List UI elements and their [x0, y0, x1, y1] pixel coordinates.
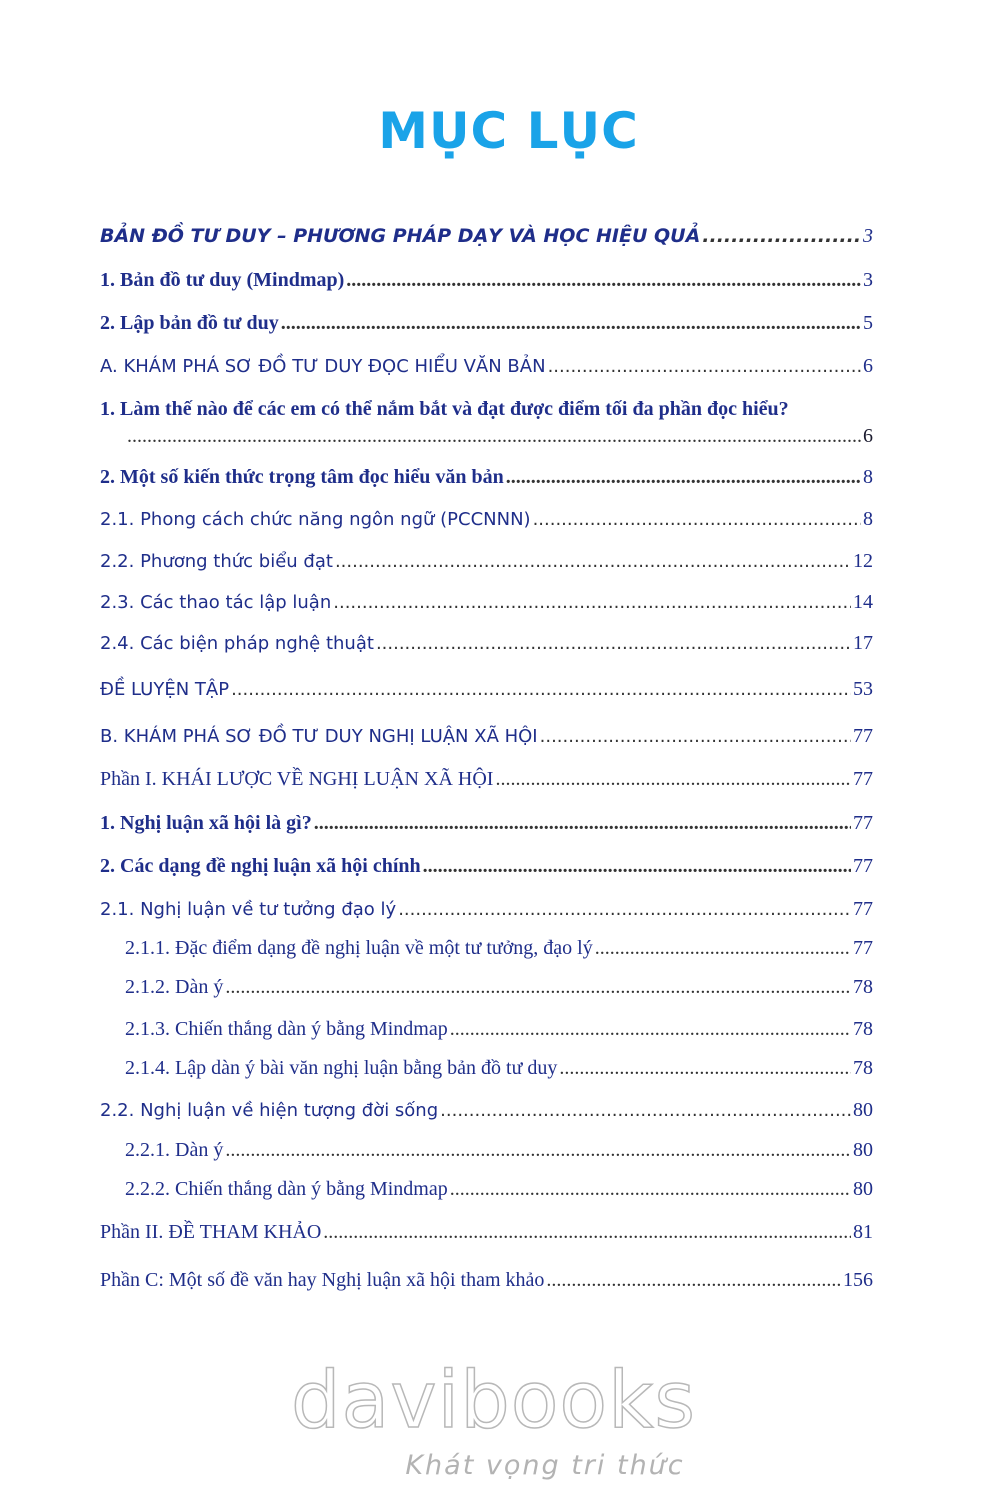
dot-leader [281, 311, 861, 335]
dot-leader [225, 1138, 851, 1162]
toc-entry[interactable] [100, 354, 873, 379]
toc-entry-page: 17 [853, 632, 873, 654]
dot-leader [314, 811, 851, 835]
toc-entry-page: 3 [863, 269, 873, 291]
toc-entry-page: 77 [853, 855, 873, 877]
dot-leader [398, 898, 851, 922]
toc-entry-label: 2.2.2. Chiến thắng dàn ý bằng Mindmap [125, 1178, 448, 1200]
publisher-slogan: Khát vọng tri thức [405, 1450, 685, 1481]
dot-leader [346, 268, 861, 292]
toc-entry-label: Phần I. KHÁI LƯỢC VỀ NGHỊ LUẬN XÃ HỘI [100, 768, 494, 790]
toc-entry[interactable] [125, 1138, 873, 1162]
toc-entry[interactable] [100, 507, 873, 532]
toc-entry-label: 1. Nghị luận xã hội là gì? [100, 812, 312, 834]
dot-leader [423, 854, 851, 878]
toc-entry[interactable] [100, 590, 873, 615]
toc-entry-label: 2.1. Phong cách chức năng ngôn ngữ (PCCNNN) [100, 509, 531, 530]
dot-leader [595, 936, 851, 960]
dot-leader [702, 224, 861, 248]
toc-entry-label: 1. Bản đồ tư duy (Mindmap) [100, 269, 345, 291]
toc-entry[interactable] [125, 936, 873, 960]
toc-entry-label: 2.2. Nghị luận về hiện tượng đời sống [100, 1100, 439, 1121]
toc-entry[interactable] [100, 767, 873, 791]
toc-entry[interactable] [100, 268, 873, 292]
toc-entry-label: 2. Các dạng đề nghị luận xã hội chính [100, 855, 421, 877]
toc-entry-page: 5 [863, 312, 873, 334]
toc-entry[interactable] [100, 1268, 873, 1292]
dot-leader [225, 975, 851, 999]
toc-entry-page: 8 [863, 508, 873, 530]
dot-leader [335, 550, 851, 574]
toc-entry-page: 78 [853, 1018, 873, 1040]
toc-entry-page: 156 [843, 1269, 873, 1291]
toc-entry-page: 80 [853, 1139, 873, 1161]
toc-entry-label: 2.1. Nghị luận về tư tưởng đạo lý [100, 899, 397, 920]
toc-entry[interactable] [100, 549, 873, 574]
dot-leader [548, 355, 861, 379]
dot-leader [450, 1177, 851, 1201]
toc-entry-label: 2.3. Các thao tác lập luận [100, 592, 332, 613]
toc-entry-page: 77 [853, 937, 873, 959]
publisher-logo: davibooks [291, 1356, 696, 1446]
dot-leader [533, 508, 861, 532]
toc-entry-label: 2.1.1. Đặc điểm dạng đề nghị luận về một tư tưởng, đạo lý [125, 937, 593, 959]
dot-leader [376, 632, 851, 656]
toc-entry-label: A. KHÁM PHÁ SƠ ĐỒ TƯ DUY ĐỌC HIỂU VĂN BẢN [100, 356, 546, 377]
toc-entry-label: 2.2. Phương thức biểu đạt [100, 551, 333, 572]
toc-entry-label: 2.1.3. Chiến thắng dàn ý bằng Mindmap [125, 1018, 448, 1040]
toc-entry-page: 6 [863, 425, 873, 447]
toc-entry-label: 2.1.2. Dàn ý [125, 976, 224, 998]
toc-entry[interactable] [100, 465, 873, 489]
toc-entry[interactable] [100, 224, 873, 248]
dot-leader [450, 1017, 851, 1041]
toc-entry-label: ĐỀ LUYỆN TẬP [100, 679, 230, 700]
toc-entry-label: 2.2.1. Dàn ý [125, 1139, 224, 1161]
toc-entry[interactable] [125, 1056, 873, 1080]
toc-entry-page: 77 [853, 812, 873, 834]
toc-entry-page: 53 [853, 678, 873, 700]
toc-entry-page: 3 [863, 225, 873, 247]
dot-leader [127, 424, 861, 448]
toc-entry[interactable] [100, 1220, 873, 1244]
toc-entry-page: 80 [853, 1099, 873, 1121]
toc-entry[interactable] [100, 897, 873, 922]
toc-entry-page: 81 [853, 1221, 873, 1243]
dot-leader [506, 465, 861, 489]
toc-entry[interactable] [100, 811, 873, 835]
toc-entry-page: 78 [853, 976, 873, 998]
dot-leader [231, 678, 851, 702]
toc-entry-label: BẢN ĐỒ TƯ DUY – PHƯƠNG PHÁP DẠY VÀ HỌC HIỆU QUẢ [100, 225, 701, 247]
toc-entry-label: 2. Một số kiến thức trọng tâm đọc hiểu văn bản [100, 466, 504, 488]
toc-entry-label: 1. Làm thế nào để các em có thể nắm bắt và đạt được điểm tối đa phần đọc hiểu? [100, 398, 789, 420]
toc-entry-page: 80 [853, 1178, 873, 1200]
toc-entry[interactable] [125, 1177, 873, 1201]
dot-leader [559, 1056, 851, 1080]
toc-entry[interactable] [100, 677, 873, 702]
dot-leader [540, 725, 851, 749]
dot-leader [495, 767, 851, 791]
dot-leader [546, 1268, 841, 1292]
toc-entry[interactable] [125, 975, 873, 999]
toc-entry-page: 77 [853, 898, 873, 920]
dot-leader [323, 1220, 851, 1244]
toc-entry[interactable] [100, 854, 873, 878]
toc-entry[interactable] [125, 1017, 873, 1041]
toc-entry-label: 2.4. Các biện pháp nghệ thuật [100, 633, 374, 654]
toc-entry-label: B. KHÁM PHÁ SƠ ĐỒ TƯ DUY NGHỊ LUẬN XÃ HỘI [100, 726, 538, 747]
toc-entry-label: 2. Lập bản đồ tư duy [100, 312, 279, 334]
dot-leader [333, 591, 851, 615]
toc-entry-label: Phần C: Một số đề văn hay Nghị luận xã hội tham khảo [100, 1269, 545, 1291]
toc-entry-multiline[interactable] [100, 397, 873, 421]
toc-entry-continuation [127, 424, 873, 448]
toc-entry-label: 2.1.4. Lập dàn ý bài văn nghị luận bằng bản đồ tư duy [125, 1057, 558, 1079]
toc-entry-page: 77 [853, 725, 873, 747]
toc-entry[interactable] [100, 311, 873, 335]
page-title: MỤC LỤC [378, 102, 639, 160]
toc-entry-page: 14 [853, 591, 873, 613]
toc-entry-page: 8 [863, 466, 873, 488]
toc-entry-page: 77 [853, 768, 873, 790]
toc-entry-page: 78 [853, 1057, 873, 1079]
toc-entry-page: 6 [863, 355, 873, 377]
toc-entry-label: Phần II. ĐỀ THAM KHẢO [100, 1221, 322, 1243]
toc-entry[interactable] [100, 1098, 873, 1123]
dot-leader [440, 1099, 851, 1123]
toc-entry-page: 12 [853, 550, 873, 572]
toc-entry[interactable] [100, 724, 873, 749]
toc-entry[interactable] [100, 631, 873, 656]
